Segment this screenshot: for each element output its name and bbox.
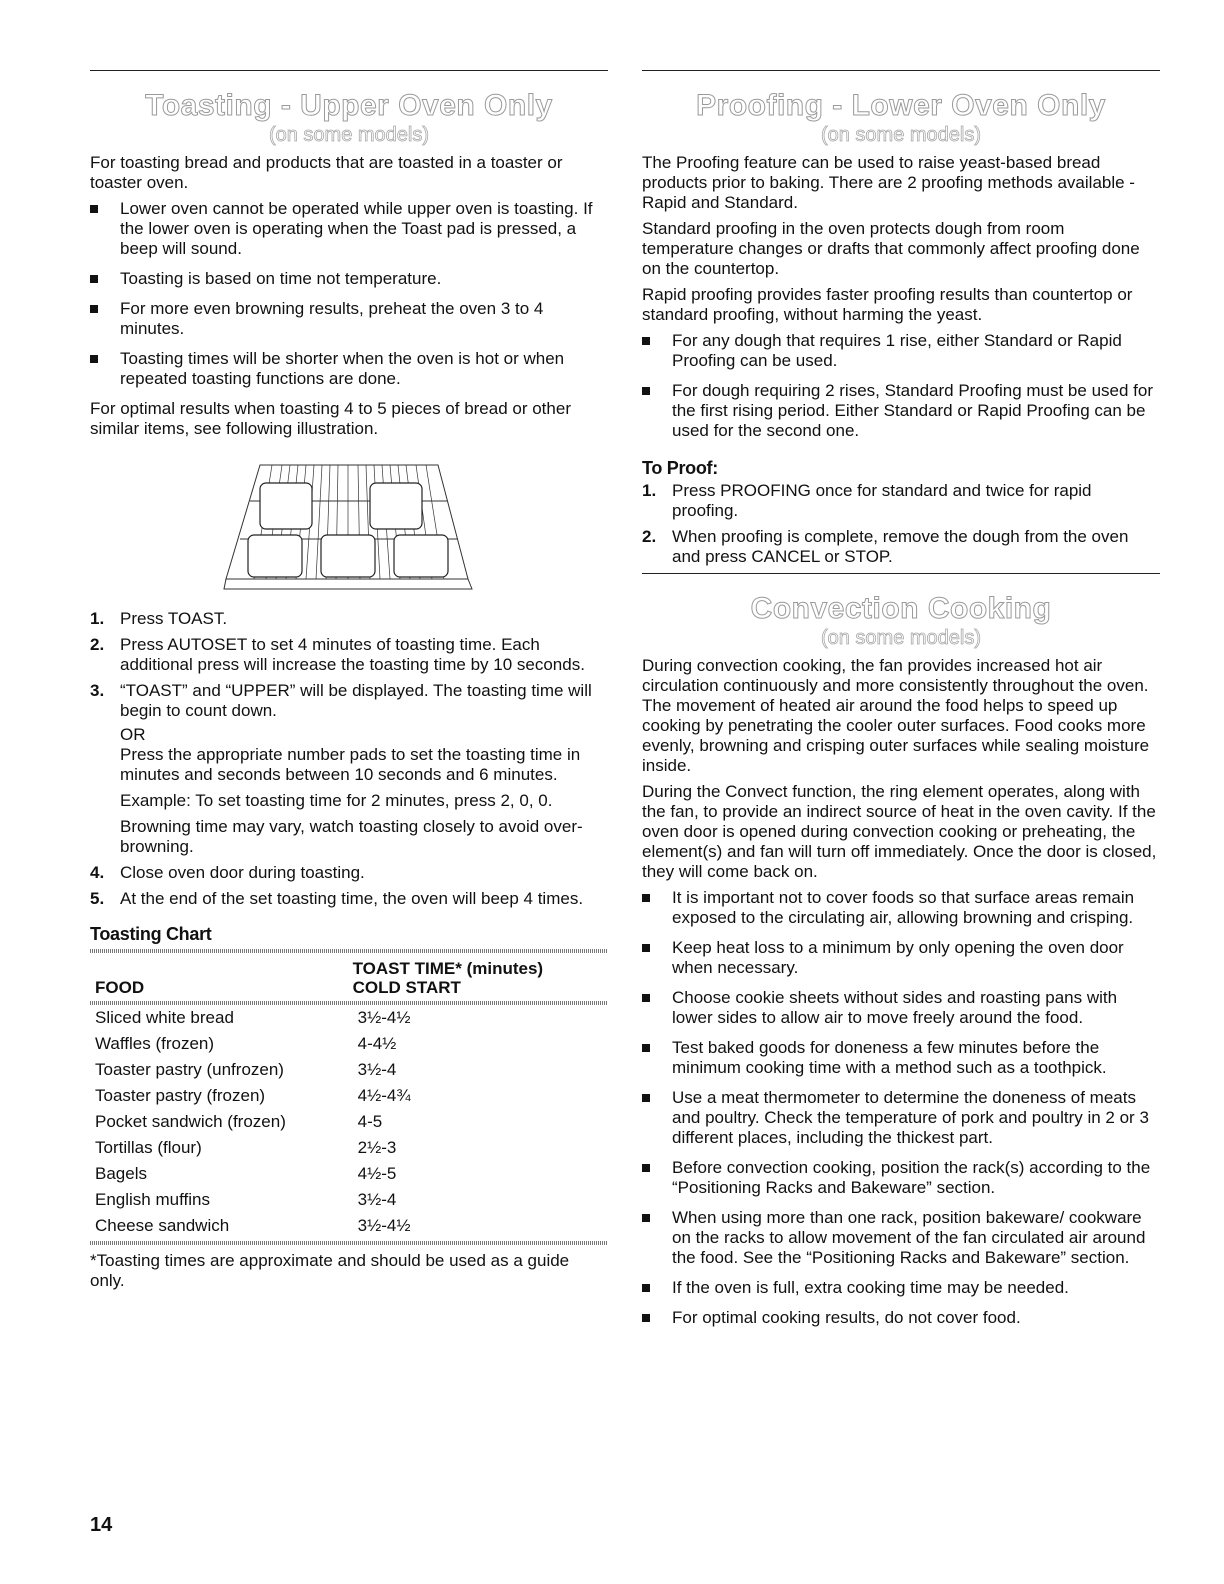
step-note: Browning time may vary, watch toasting closely to avoid over-browning. <box>120 817 583 856</box>
convection-bullet: It is important not to cover foods so that surface areas remain exposed to the circulating air, allowing browning and crisping. <box>642 888 1160 928</box>
toasting-subtitle: (on some models) <box>268 124 430 146</box>
convection-title: Convection Cooking <box>750 592 1052 625</box>
step-text: Press AUTOSET to set 4 minutes of toasting time. Each additional press will increase the toasting time by 10 seconds. <box>120 635 585 674</box>
step-text: Close oven door during toasting. <box>120 863 365 882</box>
chart-time-cell: 4-4½ <box>357 1034 397 1053</box>
chart-food-cell: Tortillas (flour) <box>95 1138 202 1157</box>
toasting-step <box>90 863 608 883</box>
convection-bullets <box>642 888 1160 1328</box>
page-number: 14 <box>90 1514 113 1536</box>
toasting-intro: For toasting bread and products that are toasted in a toaster or toaster oven. <box>90 153 563 192</box>
toasting-title: Toasting - Upper Oven Only <box>145 89 553 122</box>
toast-rack-illustration <box>220 461 476 595</box>
convection-bullet: Keep heat loss to a minimum by only opening the oven door when necessary. <box>642 938 1160 978</box>
chart-time-cell: 4½-4¾ <box>357 1086 411 1105</box>
table-row <box>90 1031 608 1057</box>
table-row <box>90 1005 608 1031</box>
step-text: Press PROOFING once for standard and twice for rapid proofing. <box>672 481 1092 520</box>
table-row <box>90 1213 608 1239</box>
toast-rack-drawing <box>220 461 476 595</box>
table-row <box>90 1187 608 1213</box>
step-number: 2. <box>90 635 105 654</box>
toasting-step <box>90 681 608 857</box>
chart-header-row <box>90 953 608 1001</box>
chart-food-cell: Sliced white bread <box>95 1008 234 1027</box>
toasting-footnote: *Toasting times are approximate and should be used as a guide only. <box>90 1251 570 1290</box>
chart-food-cell: Toaster pastry (unfrozen) <box>95 1060 284 1079</box>
chart-bottom-rule <box>90 1241 608 1245</box>
chart-food-cell: Toaster pastry (frozen) <box>95 1086 266 1105</box>
convection-paragraph: During the Convect function, the ring element operates, along with the fan, to provide an indirect source of heat in the oven cavity. If the oven door is opened during convection cooking or preheating, the element(s) and fan will turn off immediately. Once the door is closed, they will come back on. <box>642 782 1157 881</box>
convection-bullet: Before convection cooking, position the rack(s) according to the “Positioning Racks and Bakeware” section. <box>642 1158 1160 1198</box>
to-proof-heading: To Proof: <box>642 458 718 478</box>
chart-food-cell: Cheese sandwich <box>95 1216 230 1235</box>
chart-time-cell: 4½-5 <box>357 1164 397 1183</box>
bread-slice <box>321 535 375 577</box>
toasting-steps <box>90 609 608 909</box>
step-text: When proofing is complete, remove the dough from the oven and press CANCEL or STOP. <box>672 527 1129 566</box>
step-number: 1. <box>90 609 105 628</box>
proofing-steps <box>642 481 1160 567</box>
convection-bullet: For optimal cooking results, do not cover food. <box>642 1308 1160 1328</box>
chart-header-food: FOOD <box>95 978 145 997</box>
step-example: Example: To set toasting time for 2 minutes, press 2, 0, 0. <box>120 791 553 810</box>
chart-time-cell: 3½-4½ <box>357 1008 411 1027</box>
step-number: 5. <box>90 889 105 908</box>
toasting-bullets <box>90 199 608 389</box>
chart-body <box>90 1005 608 1239</box>
left-column <box>90 70 608 1297</box>
table-row <box>90 1161 608 1187</box>
toasting-step <box>90 889 608 909</box>
convection-bullet: Choose cookie sheets without sides and roasting pans with lower sides to allow air to move freely around the food. <box>642 988 1160 1028</box>
chart-food-cell: Waffles (frozen) <box>95 1034 215 1053</box>
toasting-bullet: Toasting times will be shorter when the oven is hot or when repeated toasting functions are done. <box>90 349 608 389</box>
step-number: 2. <box>642 527 657 546</box>
table-row <box>90 1083 608 1109</box>
proofing-bullets <box>642 331 1160 441</box>
chart-time-cell: 2½-3 <box>357 1138 397 1157</box>
toasting-bullet: For more even browning results, preheat the oven 3 to 4 minutes. <box>90 299 608 339</box>
convection-bullet: If the oven is full, extra cooking time may be needed. <box>642 1278 1160 1298</box>
convection-bullet: When using more than one rack, position bakeware/ cookware on the racks to allow movement of the fan circulated air around the food. See the “Positioning Racks and Bakeware” section. <box>642 1208 1160 1268</box>
bread-slice <box>370 483 422 529</box>
toasting-step <box>90 609 608 629</box>
proofing-step <box>642 481 1160 521</box>
step-number: 3. <box>90 681 105 700</box>
chart-header-time-line2: COLD START <box>352 978 461 997</box>
chart-header-time <box>353 953 608 1001</box>
toasting-chart <box>90 953 608 1239</box>
proofing-subtitle: (on some models) <box>820 124 982 146</box>
right-column <box>642 70 1160 1338</box>
convection-bullet: Use a meat thermometer to determine the doneness of meats and poultry. Check the temperature of pork and poultry in 2 or 3 different places, including the thickest part. <box>642 1088 1160 1148</box>
proofing-bullet: For dough requiring 2 rises, Standard Proofing must be used for the first rising period. Either Standard or Rapid Proofing can be used for the second one. <box>642 381 1160 441</box>
step-number: 4. <box>90 863 105 882</box>
chart-header-time-line1: TOAST TIME* (minutes) <box>352 959 544 978</box>
chart-time-cell: 3½-4½ <box>357 1216 411 1235</box>
step-alternative: Press the appropriate number pads to set the toasting time in minutes and seconds between 10 seconds and 6 minutes. <box>120 745 581 784</box>
proofing-bullet: For any dough that requires 1 rise, either Standard or Rapid Proofing can be used. <box>642 331 1160 371</box>
convection-bullet: Test baked goods for doneness a few minutes before the minimum cooking time with a method such as a toothpick. <box>642 1038 1160 1078</box>
chart-time-cell: 3½-4 <box>357 1060 397 1079</box>
section-rule <box>90 70 608 71</box>
proofing-paragraph: Rapid proofing provides faster proofing results than countertop or standard proofing, without harming the yeast. <box>642 285 1133 324</box>
chart-food-cell: English muffins <box>95 1190 210 1209</box>
step-or: OR <box>120 725 146 744</box>
toasting-bullet: Toasting is based on time not temperature. <box>90 269 608 289</box>
bread-slice <box>260 483 312 529</box>
step-number: 1. <box>642 481 657 500</box>
chart-time-cell: 4-5 <box>357 1112 383 1131</box>
step-text: At the end of the set toasting time, the oven will beep 4 times. <box>120 889 584 908</box>
proofing-paragraph: Standard proofing in the oven protects dough from room temperature changes or drafts that commonly affect proofing done on the countertop. <box>642 219 1140 278</box>
proofing-step <box>642 527 1160 567</box>
table-row <box>90 1057 608 1083</box>
bread-slice <box>248 535 302 577</box>
convection-paragraph: During convection cooking, the fan provides increased hot air circulation continuously and more consistently throughout the oven. The movement of heated air around the food helps to speed up cooking by penetrating the cooler outer surfaces. Food cooks more evenly, browning and crisping outer surfaces while sealing moisture inside. <box>642 656 1150 775</box>
convection-subtitle: (on some models) <box>820 627 982 649</box>
proofing-title: Proofing - Lower Oven Only <box>696 89 1106 122</box>
table-row <box>90 1135 608 1161</box>
proofing-paragraph: The Proofing feature can be used to raise yeast-based bread products prior to baking. There are 2 proofing methods available - Rapid and Standard. <box>642 153 1135 212</box>
section-rule <box>642 70 1160 71</box>
toasting-optimal: For optimal results when toasting 4 to 5 pieces of bread or other similar items, see following illustration. <box>90 399 571 438</box>
chart-time-cell: 3½-4 <box>357 1190 397 1209</box>
table-row <box>90 1109 608 1135</box>
toasting-chart-title: Toasting Chart <box>90 924 212 944</box>
step-text: “TOAST” and “UPPER” will be displayed. The toasting time will begin to count down. <box>120 681 592 720</box>
bread-slice <box>394 535 448 577</box>
section-rule <box>642 573 1160 574</box>
toasting-bullet: Lower oven cannot be operated while upper oven is toasting. If the lower oven is operating when the Toast pad is pressed, a beep will sound. <box>90 199 608 259</box>
step-text: Press TOAST. <box>120 609 228 628</box>
chart-food-cell: Bagels <box>95 1164 147 1183</box>
chart-food-cell: Pocket sandwich (frozen) <box>95 1112 286 1131</box>
toasting-step <box>90 635 608 675</box>
